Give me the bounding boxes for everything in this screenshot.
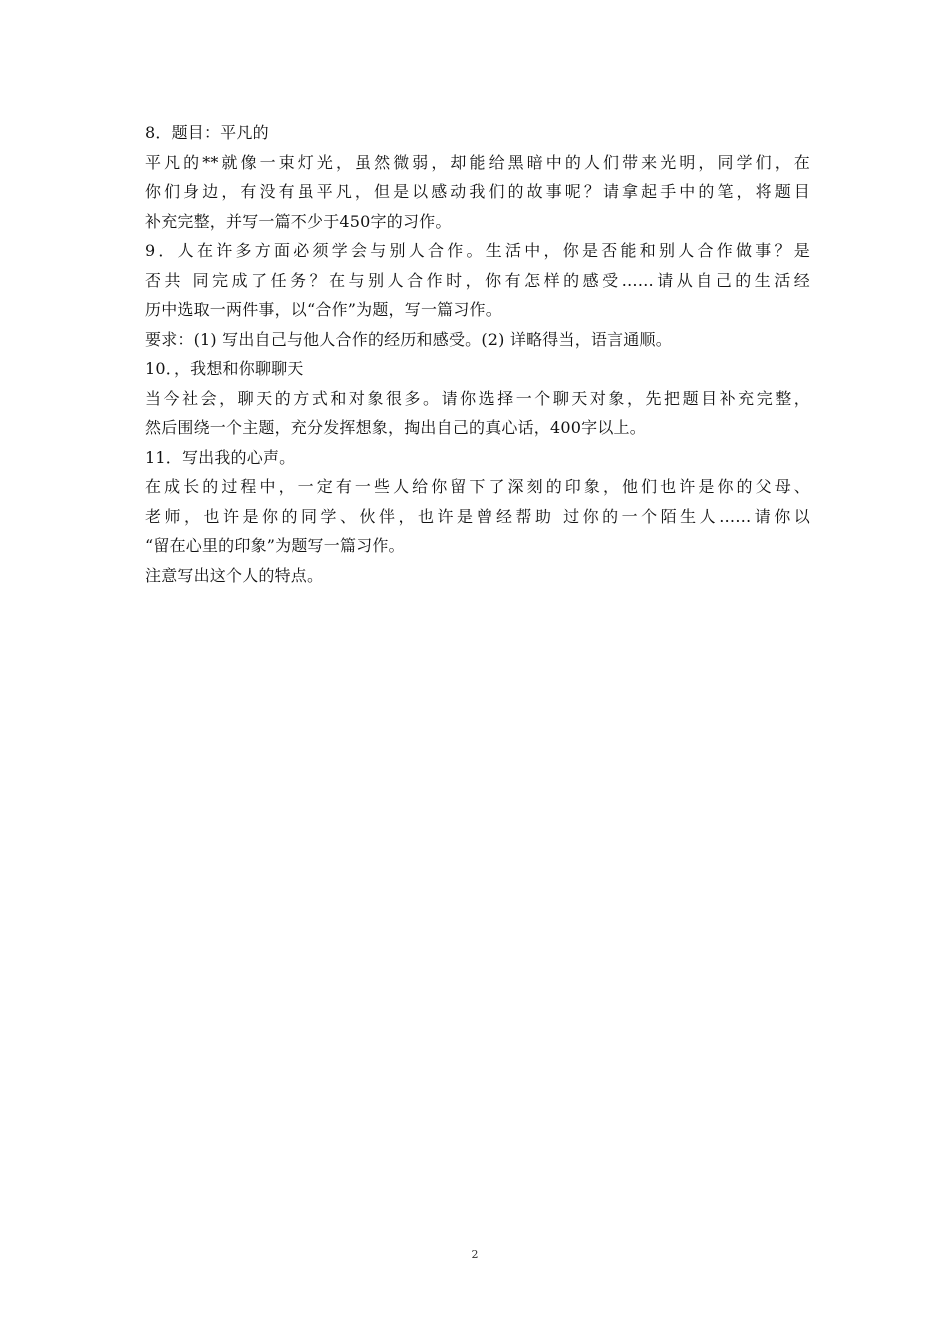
question-8-title: 8．题目：平凡的: [145, 123, 269, 142]
question-11-note: 注意写出这个人的特点。: [145, 565, 324, 585]
question-8-text-line-1: 平凡的**就像一束灯光，虽然微弱，却能给黑暗中的人们带来光明，同学们，在: [145, 152, 810, 172]
question-11-text-line-1: 在成长的过程中，一定有一些人给你留下了深刻的印象，他们也许是你的父母、: [145, 477, 810, 496]
question-9-text-line-3: 历中选取一两件事，以“合作”为题，写一篇习作。: [145, 300, 502, 319]
question-9-requirements: 要求：(1) 写出自己与他人合作的经历和感受。(2) 详略得当，语言通顺。: [145, 329, 672, 349]
question-9-text-line-2: 否共 同完成了任务？在与别人合作时，你有怎样的感受……请从自己的生活经: [145, 270, 810, 290]
question-11-text-line-3: “留在心里的印象”为题写一篇习作。: [145, 536, 405, 555]
question-8-text-line-2: 你们身边，有没有虽平凡，但是以感动我们的故事呢？请拿起手中的笔，将题目: [145, 182, 810, 201]
question-8-text-line-3: 补充完整，并写一篇不少于450字的习作。: [145, 211, 452, 231]
document-body: [145, 118, 810, 590]
question-11-text-line-2: 老师，也许是你的同学、伙伴，也许是曾经帮助 过你的一个陌生人……请你以: [145, 506, 810, 526]
question-10-title: 10．，我想和你聊聊天: [145, 359, 304, 378]
question-9-text-line-1: 9．人在许多方面必须学会与别人合作。生活中，你是否能和别人合作做事？是: [145, 241, 810, 260]
page-number: 2: [471, 1248, 479, 1261]
question-10-text-line-2: 然后围绕一个主题，充分发挥想象，掏出自己的真心话，400字以上。: [145, 418, 646, 437]
question-11-title: 11．写出我的心声。: [145, 447, 296, 467]
question-10-text-line-1: 当今社会，聊天的方式和对象很多。请你选择一个聊天对象，先把题目补充完整，: [145, 388, 810, 408]
